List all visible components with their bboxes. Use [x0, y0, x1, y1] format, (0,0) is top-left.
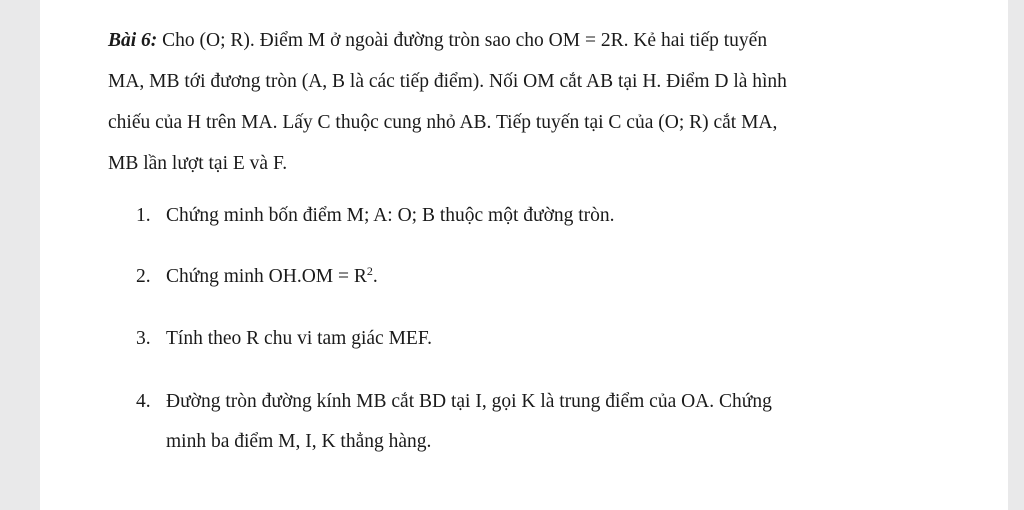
question-number: 3. — [136, 328, 151, 349]
problem-line-1: Cho (O; R). Điểm M ở ngoài đường tròn sao cho OM = 2R. Kẻ hai tiếp tuyến — [157, 30, 768, 51]
question-continuation: minh ba điểm M, I, K thẳng hàng. — [166, 431, 432, 452]
question-4 — [136, 382, 936, 462]
problem-statement — [108, 20, 928, 184]
problem-line-4: MB lần lượt tại E và F. — [108, 153, 288, 174]
question-number: 4. — [136, 391, 151, 412]
question-1 — [136, 196, 936, 236]
question-number: 1. — [136, 205, 151, 226]
problem-line-2: MA, MB tới đương tròn (A, B là các tiếp điểm). Nối OM cắt AB tại H. Điểm D là hình — [108, 71, 787, 92]
question-text: Đường tròn đường kính MB cắt BD tại I, gọi K là trung điểm của OA. Chứng — [166, 391, 772, 412]
question-text: Tính theo R chu vi tam giác MEF. — [166, 328, 432, 349]
document-page — [40, 0, 1008, 510]
question-number: 2. — [136, 266, 151, 287]
question-2 — [136, 257, 936, 297]
question-text: Chứng minh OH.OM = R — [166, 266, 367, 287]
problem-label: Bài 6: — [108, 30, 158, 51]
question-3 — [136, 319, 936, 359]
problem-line-3: chiếu của H trên MA. Lấy C thuộc cung nhỏ AB. Tiếp tuyến tại C của (O; R) cắt MA, — [108, 112, 778, 133]
exponent: 2 — [366, 264, 373, 278]
question-text: Chứng minh bốn điểm M; A: O; B thuộc một đường tròn. — [166, 205, 615, 226]
question-suffix: . — [372, 266, 378, 287]
page-margin — [1008, 0, 1024, 510]
